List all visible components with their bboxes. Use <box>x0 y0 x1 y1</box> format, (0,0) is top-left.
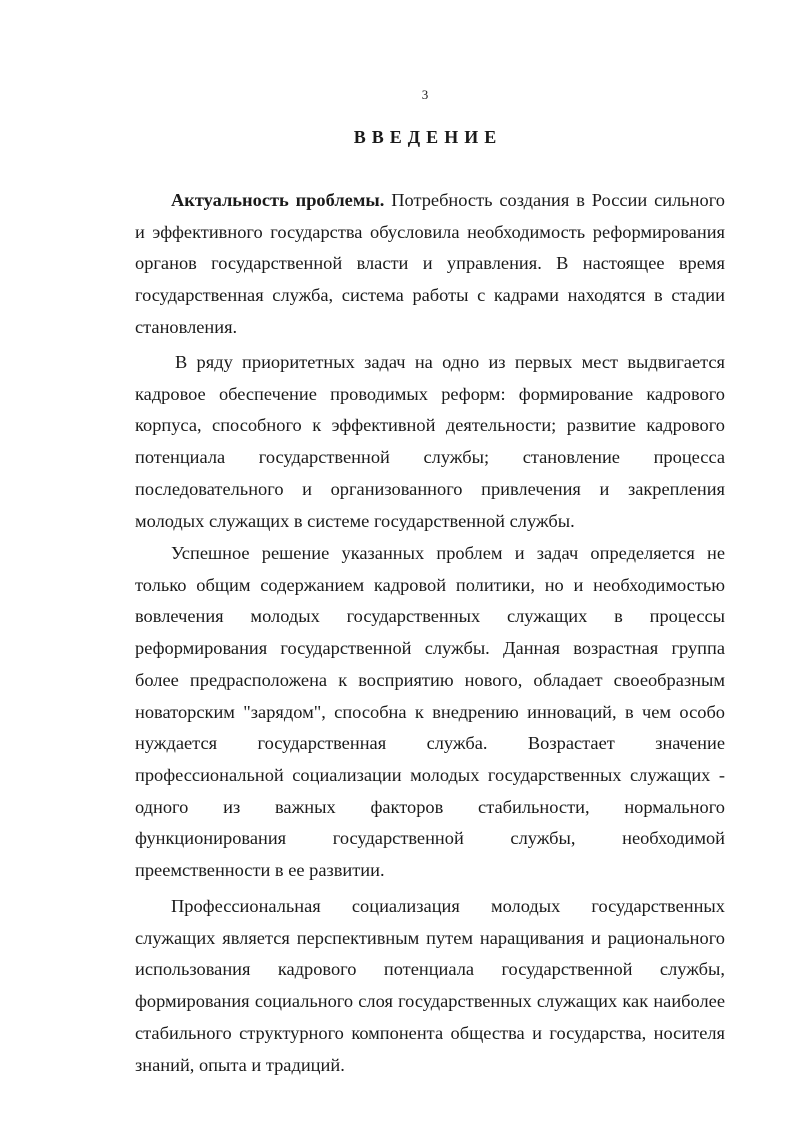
section-title: ВВЕДЕНИЕ <box>353 127 503 147</box>
paragraph-text <box>135 185 725 344</box>
paragraph-relevance <box>135 185 725 344</box>
paragraph-socialization <box>135 891 725 1081</box>
paragraph-solutions <box>135 538 725 887</box>
paragraph-heading: Актуальность проблемы. <box>171 190 385 210</box>
paragraph-text: В ряду приоритетных задач на одно из первых мест выдвигается кадровое обеспечение проводимых реформ: формирование кадрового корпуса, способного к эффективной деятельности; развитие кадрового потенциала государственной службы; становление процесса последовательного и организованного привлечения и закрепления молодых служащих в системе государственной службы. <box>135 352 725 531</box>
paragraph-body: Потребность создания в России сильного и эффективного государства обусловила необходимость реформирования органов государственной власти и управления. В настоящее время государственная служба, система работы с кадрами находятся в стадии становления. <box>135 190 725 337</box>
paragraph-text: Успешное решение указанных проблем и задач определяется не только общим содержанием кадровой политики, но и необходимостью вовлечения молодых государственных служащих в процессы реформирования государственной службы. Данная возрастная группа более предрасположена к восприятию нового, обладает своеобразным новаторским "зарядом", способна к внедрению инноваций, в чем особо нуждается государственная служба. Возрастает значение профессиональной социализации молодых государственных служащих - одного из важных факторов стабильности, нормального функционирования государственной службы, необходимой преемственности в ее развитии. <box>135 543 725 881</box>
page-number: 3 <box>421 87 429 102</box>
paragraph-priorities <box>135 347 725 537</box>
paragraph-text: Профессиональная социализация молодых государственных служащих является перспективным путем наращивания и рационального использования кадрового потенциала государственной службы, формирования социального слоя государственных служащих как наиболее стабильного структурного компонента общества и государства, носителя знаний, опыта и традиций. <box>135 896 725 1075</box>
